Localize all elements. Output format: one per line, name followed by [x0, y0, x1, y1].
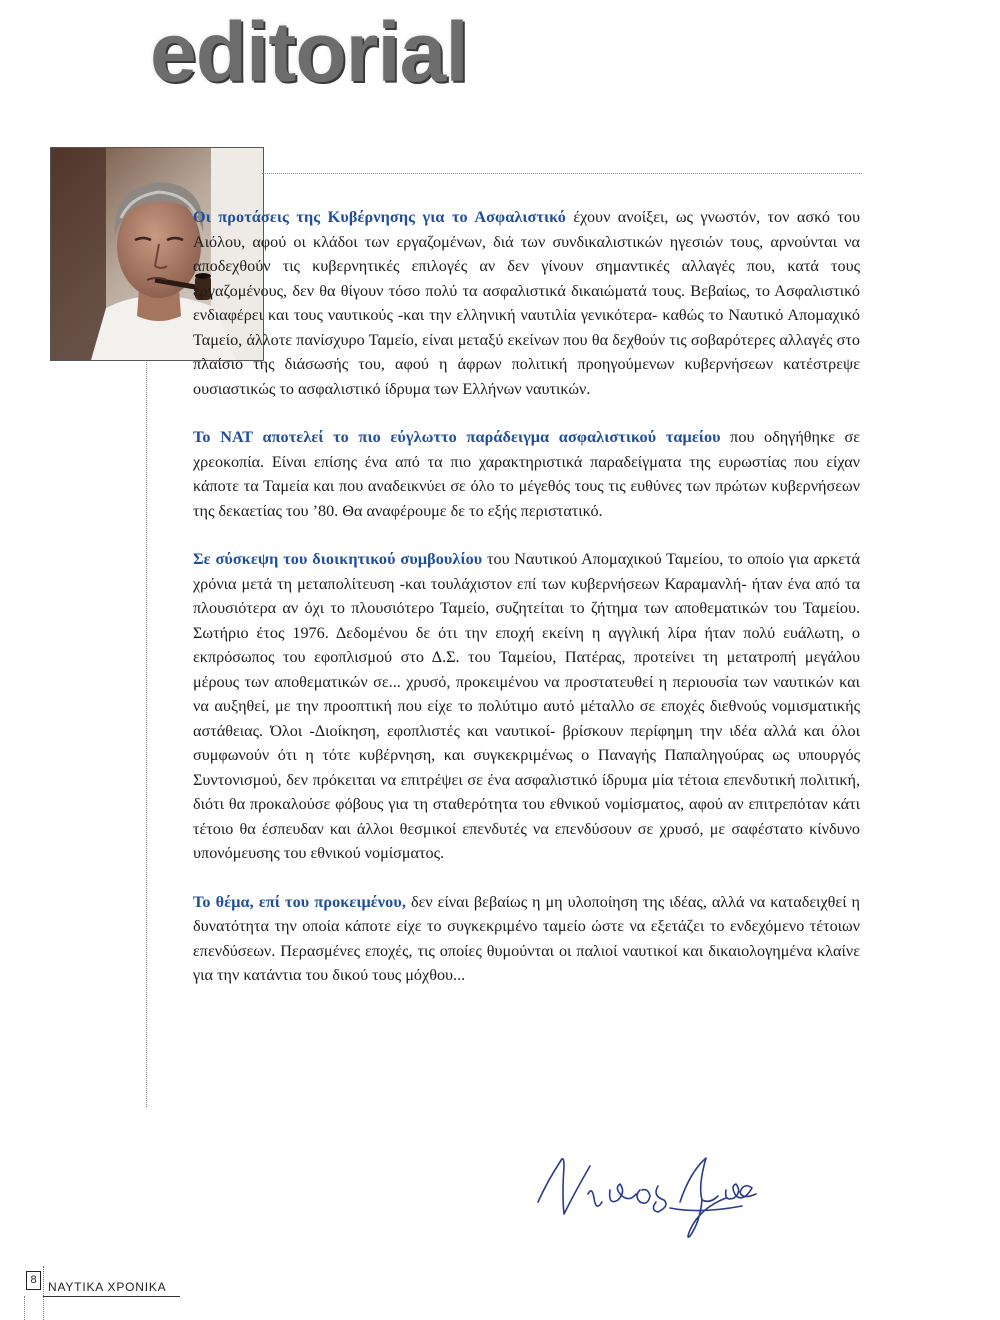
editorial-article [193, 205, 860, 1012]
author-signature [530, 1140, 780, 1250]
page-title: editorial [150, 5, 468, 99]
footer-dotted-rule [43, 1266, 44, 1320]
article-paragraph [193, 205, 860, 401]
page-number: 8 [26, 1271, 41, 1290]
paragraph-body: που οδηγήθηκε σε χρεοκοπία. Είναι επίσης ένα από τα πιο χαρακτηριστικά παραδείγματα της ευρωστίας που είχαν κάποτε τα Ταμεία και που αναδεικνύει σε όλο το μέγεθός τους τις ευθύνες των πρώτων κυβερνήσεων της δεκαετίας του ’80. Θα αναφέρουμε δε το εξής περιστατικό. [193, 428, 860, 520]
paragraph-body: του Ναυτικού Απομαχικού Ταμείου, το οποίο για αρκετά χρόνια μετά τη μεταπολίτευση -και τουλάχιστον επί των κυβερνήσεων Καραμανλή- ήταν ένα από τα πλουσιότερα αν όχι το πλουσιότερο Ταμείο, συζητείται το ζήτημα των αποθεματικών του Ταμείου. Σωτήριο έτος 1976. Δεδομένου δε ότι την εποχή εκείνη η αγγλική λίρα ήταν πολύ ευάλωτη, ο εκπρόσωπος του εφοπλισμού στο Δ.Σ. του Ταμείου, Πατέρας, προτείνει τη μετατροπή μεγάλου μέρους των αποθεματικών σε... χρυσό, προκειμένου να προστατευθεί η περιουσία των ναυτικών και να αυξηθεί, με την προοπτική που είχε το πολύτιμο αυτό μέταλλο σε εποχές διεθνούς νομισματικής αστάθειας. Όλοι -Διοίκηση, εφοπλιστές και ναυτικοί- βρίσκουν περίφημη την ιδέα αλλά και όλοι συμφωνούν ότι η τότε κυβέρνηση, και συγκεκριμένως ο Παναγής Παπαληγούρας ως υπουργός Συντονισμού, δεν πρόκειται να επιτρέψει σε ένα ασφαλιστικό ίδρυμα μία τέτοια επενδυτική πολιτική, διότι θα προκαλούσε φόβους για τη σταθερότητα του εθνικού νομίσματος, αφού αν επιτρεπόταν κάτι τέτοιο θα έσπευδαν και άλλοι θεσμικοί επενδυτές να επενδύσουν σε χρυσό, με σαφέστατο κίνδυνο υπονόμευσης του εθνικού νομίσματος. [193, 550, 860, 862]
paragraph-body: δεν είναι βεβαίως η μη υλοποίηση της ιδέας, αλλά να καταδειχθεί η δυνατότητα την οποία κάποτε είχε το συγκεκριμένο ταμείο ώστε να εξετάζει το ενδεχόμενο τέτοιων επενδύσεων. Περασμένες εποχές, τις οποίες θυμούνται οι παλιοί ναυτικοί και δικαιολογημένα κλαίνε για την κατάντια του δικού τους μόχθου... [193, 892, 860, 984]
footer-dotted-rule-left [24, 1296, 25, 1320]
paragraph-lead: Σε σύσκεψη του διοικητικού συμβουλίου [193, 550, 483, 568]
article-paragraph [193, 890, 860, 988]
paragraph-lead: Το ΝΑΤ αποτελεί το πιο εύγλωττο παράδειγμα ασφαλιστικού ταμείου [193, 428, 721, 446]
side-dotted-rule [146, 362, 147, 1107]
article-paragraph [193, 547, 860, 866]
footer-rule [43, 1296, 180, 1297]
paragraph-lead: Οι προτάσεις της Κυβέρνησης για το Ασφαλιστικό [193, 208, 566, 226]
paragraph-lead: Το θέμα, επί του προκειμένου, [193, 892, 406, 911]
article-paragraph [193, 425, 860, 523]
publication-name: ΝΑΥΤΙΚΑ ΧΡΟΝΙΚΑ [48, 1280, 167, 1294]
paragraph-body: έχουν ανοίξει, ως γνωστόν, τον ασκό του Αιόλου, αφού οι κλάδοι των εργαζομένων, διά των συνδικαλιστικών ηγεσιών τους, αρνούνται να αποδεχθούν τις κυβερνητικές επιλογές αν δεν γίνουν σημαντικές αλλαγές που, κατά τους εργαζομένους, δεν θα θίγουν τόσο πολύ τα ασφαλιστικά δικαιώματά τους. Βεβαίως, το Ασφαλιστικό ενδιαφέρει και τους ναυτικούς -και την ελληνική ναυτιλία γενικότερα- καθώς το Ναυτικό Απομαχικό Ταμείο, άλλοτε πανίσχυρο Ταμείο, είναι μεταξύ εκείνων που θα δεχθούν τις σοβαρότερες αλλαγές στο πλαίσιο της διάσωσής του, αφού η άφρων πολιτική προηγούμενων κυβερνήσεων κατέστρεψε ουσιαστικώς το ασφαλιστικό ίδρυμα των Ελλήνων ναυτικών. [193, 208, 860, 398]
top-dotted-rule [262, 173, 862, 174]
